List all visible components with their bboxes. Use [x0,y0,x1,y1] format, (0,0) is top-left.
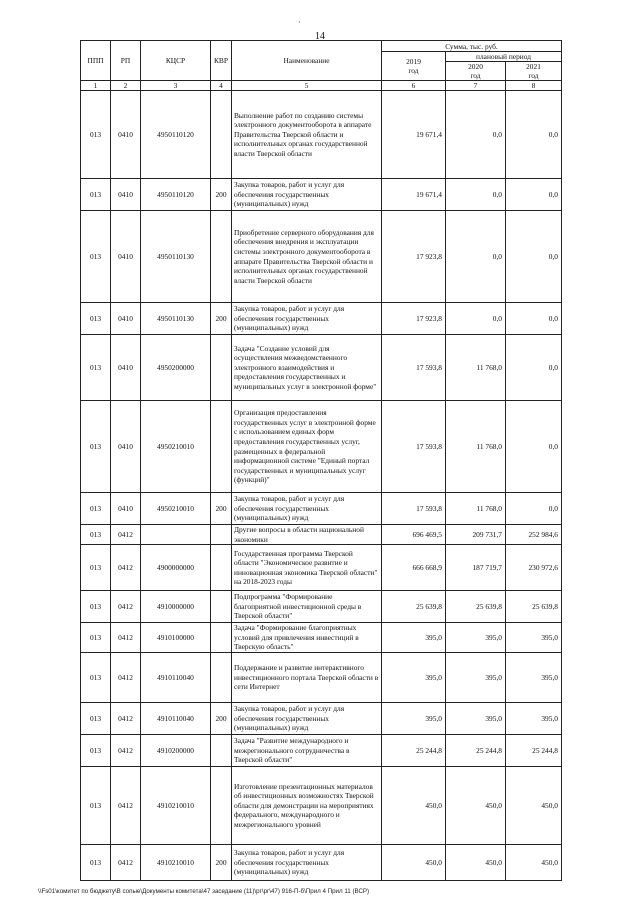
table-row [81,591,562,623]
cell-kcsr: 4910110040 [141,653,211,703]
cell-ppp: 013 [81,703,111,735]
cell-rp: 0412 [111,845,141,881]
cell-2020: 395,0 [446,703,506,735]
cell-name: Другие вопросы в области национальной экономики [232,525,382,545]
cell-kcsr: 4900000000 [141,545,211,591]
cell-rp: 0412 [111,623,141,653]
cell-kcsr: 4910000000 [141,591,211,623]
cell-ppp: 013 [81,303,111,335]
cell-kvr [211,211,232,303]
cell-kcsr: 4910210010 [141,767,211,845]
header-2020: 2020 год [446,62,506,81]
cell-rp: 0410 [111,493,141,525]
cell-name: Организация предоставления государственных услуг в электронной форме с использованием единых форм предоставления государственных услуг, размещенных в федеральной информационной системе "Единый портал государственных и муниципальных услуг (функций)" [232,401,382,493]
cell-rp: 0412 [111,767,141,845]
cell-kvr [211,653,232,703]
cell-ppp: 013 [81,845,111,881]
cell-2019: 450,0 [382,767,446,845]
table-row [81,735,562,767]
table-row [81,179,562,211]
cell-2020: 0,0 [446,179,506,211]
cell-2020: 25 244,8 [446,735,506,767]
cell-name: Закупка товаров, работ и услуг для обеспечения государственных (муниципальных) нужд [232,845,382,881]
header-2021: 2021 год [506,62,562,81]
cell-2020: 11 768,0 [446,401,506,493]
cell-rp: 0412 [111,591,141,623]
cell-ppp: 013 [81,545,111,591]
column-number: 6 [382,81,446,91]
cell-2020: 395,0 [446,653,506,703]
cell-name: Государственная программа Тверской области "Экономическое развитие и инновационная экономика Тверской области" на 2018-2023 годы [232,545,382,591]
column-number: 4 [211,81,232,91]
cell-2020: 25 639,8 [446,591,506,623]
cell-2021: 450,0 [506,845,562,881]
cell-2021: 395,0 [506,703,562,735]
cell-2019: 17 593,8 [382,335,446,401]
header-2019: 2019 год [382,52,446,81]
cell-rp: 0410 [111,91,141,179]
cell-kvr [211,401,232,493]
cell-kvr: 200 [211,179,232,211]
cell-name: Закупка товаров, работ и услуг для обеспечения государственных (муниципальных) нужд [232,493,382,525]
cell-2019: 395,0 [382,703,446,735]
cell-2019: 395,0 [382,653,446,703]
cell-name: Приобретение серверного оборудования для обеспечения внедрения и эксплуатации системы электронного документооборота в аппарате Правительства Тверской области и исполнительных органах государственной власти Тверской области [232,211,382,303]
cell-ppp: 013 [81,591,111,623]
cell-name: Задача "Создание условий для осуществления межведомственного электронного взаимодействия и предоставления государственных и муниципальных услуг в электронной форме" [232,335,382,401]
cell-kcsr: 4950210010 [141,401,211,493]
cell-ppp: 013 [81,493,111,525]
cell-ppp: 013 [81,211,111,303]
cell-kvr [211,591,232,623]
table-row [81,845,562,881]
cell-rp: 0412 [111,525,141,545]
column-number-row [81,81,562,91]
cell-2019: 17 923,8 [382,211,446,303]
cell-ppp: 013 [81,735,111,767]
cell-name: Закупка товаров, работ и услуг для обеспечения государственных (муниципальных) нужд [232,303,382,335]
cell-2020: 209 731,7 [446,525,506,545]
cell-kcsr: 4910210010 [141,845,211,881]
cell-kcsr: 4910200000 [141,735,211,767]
budget-table [80,40,562,881]
cell-name: Подпрограмма "Формирование благоприятной инвестиционной среды в Тверской области" [232,591,382,623]
cell-2019: 696 469,5 [382,525,446,545]
cell-kcsr: 4950200000 [141,335,211,401]
cell-2021: 395,0 [506,623,562,653]
column-number: 7 [446,81,506,91]
cell-rp: 0410 [111,335,141,401]
column-number: 3 [141,81,211,91]
cell-ppp: 013 [81,91,111,179]
cell-ppp: 013 [81,653,111,703]
cell-kvr: 200 [211,493,232,525]
page-number: 14 [315,31,325,42]
cell-2020: 0,0 [446,303,506,335]
cell-kvr [211,91,232,179]
cell-2020: 11 768,0 [446,493,506,525]
table-row [81,767,562,845]
footer-file-path: \\Fs01\комитет по бюджету\В сопые\Документы комитета\47 заседание (11)\рг\рг\47) 916-П-б\Прил 4 Прил 11 (ВСР) [38,888,370,895]
cell-2019: 19 671,4 [382,179,446,211]
cell-kcsr: 4950110130 [141,211,211,303]
header-rp: РП [111,41,141,81]
cell-rp: 0412 [111,545,141,591]
column-number: 5 [232,81,382,91]
header-ppp: ППП [81,41,111,81]
cell-2019: 17 593,8 [382,401,446,493]
cell-2021: 0,0 [506,401,562,493]
cell-2019: 450,0 [382,845,446,881]
cell-2021: 0,0 [506,91,562,179]
cell-ppp: 013 [81,525,111,545]
cell-2020: 11 768,0 [446,335,506,401]
cell-ppp: 013 [81,335,111,401]
cell-2019: 19 671,4 [382,91,446,179]
header-name: Наименование [232,41,382,81]
cell-kvr [211,735,232,767]
cell-2020: 187 719,7 [446,545,506,591]
cell-2020: 0,0 [446,91,506,179]
table-row [81,401,562,493]
cell-kcsr: 4950110130 [141,303,211,335]
cell-2021: 25 244,8 [506,735,562,767]
cell-2021: 0,0 [506,335,562,401]
cell-kvr [211,545,232,591]
cell-rp: 0412 [111,703,141,735]
cell-kvr: 200 [211,845,232,881]
table-row [81,545,562,591]
cell-kvr: 200 [211,703,232,735]
cell-name: Закупка товаров, работ и услуг для обеспечения государственных (муниципальных) нужд [232,703,382,735]
cell-kcsr: 4950110120 [141,91,211,179]
cell-kcsr: 4910100000 [141,623,211,653]
table-row [81,703,562,735]
header-kcsr: КЦСР [141,41,211,81]
cell-2019: 17 593,8 [382,493,446,525]
cell-rp: 0412 [111,653,141,703]
cell-kcsr: 4950210010 [141,493,211,525]
cell-kcsr: 4910110040 [141,703,211,735]
cell-kvr [211,525,232,545]
cell-name: Задача "Формирование благоприятных условий для привлечения инвестиций в Тверскую область" [232,623,382,653]
header-planned-period: плановый период [446,52,562,62]
cell-kvr [211,335,232,401]
cell-2019: 17 923,8 [382,303,446,335]
cell-rp: 0410 [111,303,141,335]
column-number: 8 [506,81,562,91]
cell-ppp: 013 [81,767,111,845]
header-sum: Сумма, тыс. руб. [382,41,562,52]
table-row [81,91,562,179]
cell-2021: 0,0 [506,303,562,335]
cell-rp: 0410 [111,179,141,211]
page-mark: · [298,18,301,27]
table-row [81,493,562,525]
table-row [81,211,562,303]
column-number: 1 [81,81,111,91]
cell-2020: 450,0 [446,767,506,845]
cell-ppp: 013 [81,401,111,493]
cell-ppp: 013 [81,623,111,653]
cell-2019: 25 244,8 [382,735,446,767]
cell-name: Задача "Развитие международного и межрегионального сотрудничества в Тверской области" [232,735,382,767]
cell-name: Закупка товаров, работ и услуг для обеспечения государственных (муниципальных) нужд [232,179,382,211]
column-number: 2 [111,81,141,91]
cell-2021: 450,0 [506,767,562,845]
cell-2021: 395,0 [506,653,562,703]
table-row [81,303,562,335]
cell-2019: 666 668,9 [382,545,446,591]
table-row [81,335,562,401]
cell-2021: 0,0 [506,179,562,211]
cell-rp: 0410 [111,211,141,303]
cell-rp: 0412 [111,735,141,767]
cell-rp: 0410 [111,401,141,493]
cell-2021: 0,0 [506,211,562,303]
cell-2021: 25 639,8 [506,591,562,623]
table-row [81,525,562,545]
cell-2021: 252 984,6 [506,525,562,545]
cell-2020: 395,0 [446,623,506,653]
cell-name: Поддержание и развитие интерактивного инвестиционного портала Тверской области в сети Интернет [232,653,382,703]
header-kvr: КВР [211,41,232,81]
cell-kcsr [141,525,211,545]
cell-kvr: 200 [211,303,232,335]
cell-2021: 0,0 [506,493,562,525]
cell-2020: 0,0 [446,211,506,303]
table-row [81,653,562,703]
cell-2021: 230 972,6 [506,545,562,591]
cell-kvr [211,623,232,653]
cell-2020: 450,0 [446,845,506,881]
cell-ppp: 013 [81,179,111,211]
cell-name: Выполнение работ по созданию системы электронного документооборота в аппарате Правительства Тверской области и исполнительных органах государственной власти Тверской области [232,91,382,179]
cell-2019: 395,0 [382,623,446,653]
cell-kcsr: 4950110120 [141,179,211,211]
cell-name: Изготовление презентационных материалов об инвестиционных возможностях Тверской области для демонстрации на мероприятиях федерального, международного и межрегионального уровней [232,767,382,845]
cell-kvr [211,767,232,845]
table-row [81,623,562,653]
cell-2019: 25 639,8 [382,591,446,623]
